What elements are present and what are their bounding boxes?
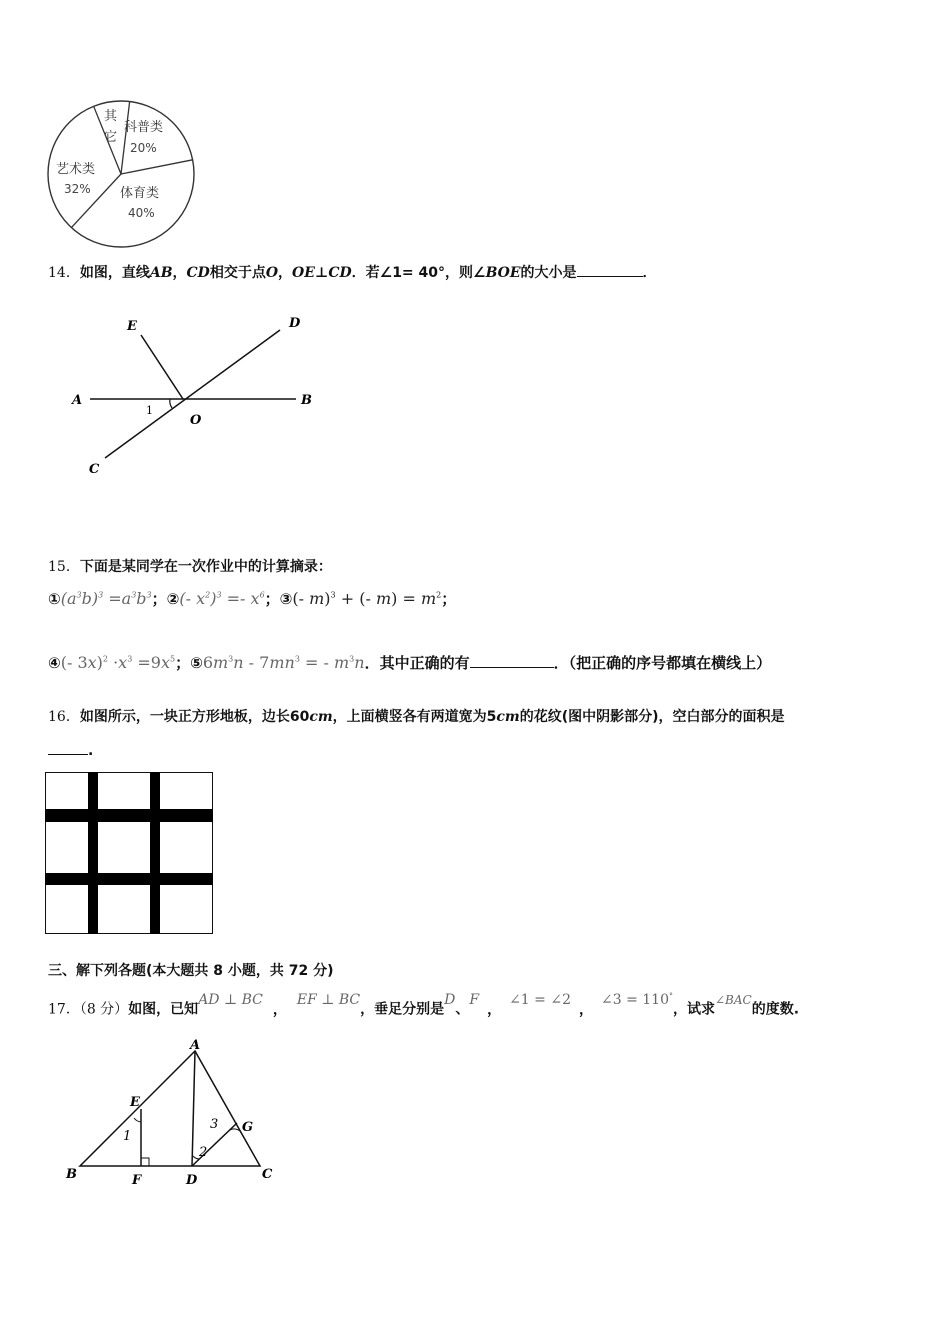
- q15-circle-5: ⑤: [190, 654, 203, 672]
- q15-circle-4: ④: [48, 654, 61, 672]
- pie-label-other-1: 其: [104, 109, 118, 124]
- q15-text: 15．下面是某同学在一次作业中的计算摘录：: [48, 559, 332, 575]
- label-angle-2: 2: [199, 1145, 208, 1160]
- line-cd: [105, 330, 280, 458]
- pie-label-sports-pct: 40%: [128, 206, 155, 220]
- q15-circle-2: ②: [166, 590, 180, 608]
- q17-expr-angle3: ∠3 = 110°: [600, 991, 673, 1008]
- angle-1-arc: [134, 1118, 141, 1122]
- angle-1-arc: [170, 399, 172, 408]
- q15-expr-2: (- $x^2)^3 =- x^6$: [179, 589, 265, 608]
- q15-circle-1: ①: [48, 590, 61, 608]
- q17-figure: [62, 1038, 292, 1188]
- label-o: O: [190, 413, 202, 428]
- label-angle-1: 1: [146, 404, 153, 417]
- q17-expr-d: D: [444, 991, 456, 1008]
- label-a: A: [190, 1038, 201, 1053]
- label-b: B: [301, 393, 312, 408]
- q15-expr-4: (- $3x)^2 \cdot x^3 =9x^5$: [60, 653, 176, 672]
- pie-label-science-pct: 20%: [130, 141, 157, 155]
- ray-oe: [141, 335, 183, 399]
- q17-expr-angle-bac: ∠BAC: [714, 992, 752, 1007]
- label-d: D: [289, 316, 301, 331]
- q14-text: 14．如图，直线AB，CD相交于点O，OE⊥CD．若∠1= 40°，则∠BOE的大小是 ．: [48, 265, 657, 281]
- stripe-vertical-1: [88, 772, 98, 934]
- q14-answer-blank[interactable]: [577, 276, 643, 277]
- q16-answer-blank[interactable]: [48, 754, 88, 755]
- pie-slice-boundary-2: [121, 102, 130, 174]
- label-angle-1: 1: [123, 1129, 132, 1144]
- q14-number: 14．: [48, 265, 80, 281]
- q16-floor-figure: [45, 772, 214, 935]
- stripe-vertical-2: [150, 772, 160, 934]
- label-b: B: [66, 1167, 77, 1182]
- q17-text: 17．（8 分）如图，已知AD ⊥ BC，EF ⊥ BC，垂足分别是D、F，∠1 = ∠2，∠3 = 110°，试求∠BAC的度数.: [48, 991, 800, 1018]
- pie-label-science: 科普类: [124, 120, 164, 135]
- stripe-horizontal-1: [45, 809, 213, 822]
- pie-slice-boundary-3: [121, 160, 193, 174]
- q16-blank-line: .: [48, 743, 93, 759]
- label-f: F: [132, 1173, 142, 1188]
- label-e: E: [127, 319, 137, 334]
- q15-circle-3: ③: [279, 590, 293, 608]
- pie-chart: [40, 98, 205, 250]
- label-c: C: [89, 462, 100, 477]
- q15-expr-5: $6m^3n - 7mn^3$ = - $m^3n$: [202, 653, 365, 672]
- label-a: A: [72, 393, 83, 408]
- segment-ad: [192, 1051, 195, 1166]
- q15-number: 15．: [48, 559, 80, 575]
- label-g: G: [242, 1120, 254, 1135]
- q17-expr-f: F: [469, 991, 480, 1008]
- q15-expr-1: $(a^3b)^3 =a^3b^3$: [60, 589, 152, 608]
- pie-label-art: 艺术类: [56, 162, 96, 177]
- pie-label-art-pct: 32%: [64, 182, 91, 196]
- q17-number: 17．: [48, 1001, 80, 1018]
- stripe-horizontal-2: [45, 873, 213, 885]
- q15-expr-3: (- m)$^3$ + (- $m) = m^2$: [292, 589, 442, 608]
- q15-row2: ④(- $3x)^2 \cdot x^3 =9x^5$；$⑤6m^3n - 7mn^3$ = - $m^3n$．其中正确的有 ．（把正确的序号都填在横线上）: [48, 653, 772, 672]
- q17-expr-ef-perp-bc: EF ⊥ BC: [296, 991, 361, 1008]
- label-c: C: [262, 1167, 273, 1182]
- q16-number: 16．: [48, 709, 80, 725]
- triangle-abc: [80, 1051, 260, 1166]
- label-d: D: [186, 1173, 198, 1188]
- q15-row1: $①(a^3b)^3 =a^3b^3$；②(- $x^2)^3 =- x^6$；③(- m)$^3$ + (- $m) = m^2$；: [48, 589, 457, 608]
- q14-figure: [60, 310, 330, 480]
- pie-label-other-2: 它: [104, 130, 118, 145]
- floor-square: [46, 773, 213, 934]
- q16-text: 16．如图所示，一块正方形地板，边长60cm，上面横竖各有两道宽为5cm的花纹(图中阴影部分)，空白部分的面积是: [48, 709, 785, 725]
- label-e: E: [130, 1095, 140, 1110]
- right-angle-f: [141, 1158, 149, 1166]
- q17-expr-ad-perp-bc: AD ⊥ BC: [198, 991, 263, 1008]
- section-3-title: 三、解下列各题(本大题共 8 小题，共 72 分): [48, 963, 334, 979]
- label-angle-3: 3: [210, 1117, 219, 1132]
- pie-label-sports: 体育类: [120, 186, 160, 201]
- q17-expr-angle1-eq-angle2: ∠1 = ∠2: [509, 991, 571, 1008]
- q15-answer-blank[interactable]: [470, 667, 554, 668]
